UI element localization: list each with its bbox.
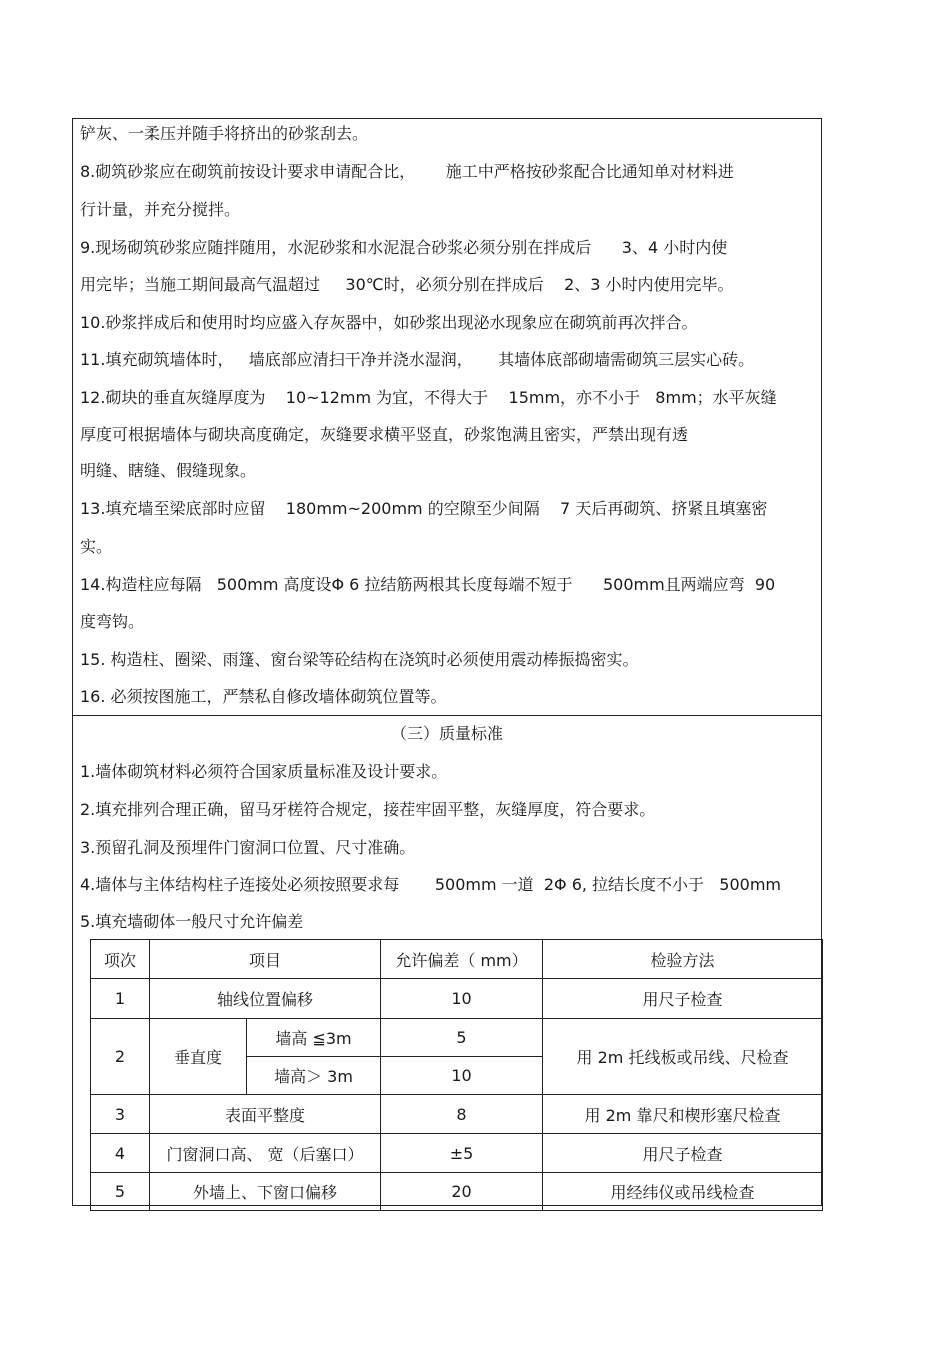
table-header-cell: 允许偏差（ mm） <box>381 940 543 979</box>
text-line: 4.墙体与主体结构柱子连接处必须按照要求每 500mm 一道 2Φ 6, 拉结长度不小于 500mm <box>80 875 782 894</box>
table-cell: 垂直度 <box>150 1019 247 1095</box>
table-cell: 用 2m 托线板或吊线、尺检查 <box>543 1019 823 1095</box>
table-cell: 用 2m 靠尺和楔形塞尺检查 <box>543 1095 823 1134</box>
table-cell: 3 <box>91 1095 150 1134</box>
table-row <box>91 1095 823 1134</box>
table-cell: 外墙上、下窗口偏移 <box>150 1173 381 1211</box>
table-cell: 5 <box>91 1173 150 1211</box>
table-cell: 8 <box>381 1095 543 1134</box>
text-line: 11.填充砌筑墙体时， 墙底部应清扫干净并浇水湿润， 其墙体底部砌墙需砌筑三层实心砖。 <box>80 350 755 369</box>
table-header-cell: 项次 <box>91 940 150 979</box>
text-line: 16. 必须按图施工，严禁私自修改墙体砌筑位置等。 <box>80 687 447 706</box>
text-line: 1.墙体砌筑材料必须符合国家质量标准及设计要求。 <box>80 762 448 781</box>
text-line: 实。 <box>80 537 113 556</box>
table-cell: 墙高 ≦3m <box>247 1019 381 1057</box>
text-line: 10.砂浆拌成后和使用时均应盛入存灰器中，如砂浆出现泌水现象应在砌筑前再次拌合。 <box>80 313 698 332</box>
text-line: 8.砌筑砂浆应在砌筑前按设计要求申请配合比， 施工中严格按砂浆配合比通知单对材料进 <box>80 162 734 181</box>
text-line: 15. 构造柱、圈梁、雨篷、窗台梁等砼结构在浇筑时必须使用震动棒振捣密实。 <box>80 650 639 669</box>
text-line: 厚度可根据墙体与砌块高度确定，灰缝要求横平竖直，砂浆饱满且密实，严禁出现有透 <box>80 425 689 444</box>
text-line: 2.填充排列合理正确，留马牙槎符合规定，接茬牢固平整，灰缝厚度，符合要求。 <box>80 800 656 819</box>
text-line: 9.现场砌筑砂浆应随拌随用，水泥砂浆和水泥混合砂浆必须分别在拌成后 3、4 小时内使 <box>80 238 728 257</box>
table-cell: 1 <box>91 979 150 1019</box>
table-row <box>91 1173 823 1211</box>
text-line: 14.构造柱应每隔 500mm 高度设Φ 6 拉结筋两根其长度每端不短于 500mm且两端应弯 90 <box>80 575 776 594</box>
table-cell: 轴线位置偏移 <box>150 979 381 1019</box>
table-header-cell: 项目 <box>150 940 381 979</box>
tolerance-table <box>90 939 823 1211</box>
text-line: 用完毕；当施工期间最高气温超过 30℃时，必须分别在拌成后 2、3 小时内使用完毕。 <box>80 275 734 294</box>
table-cell: 门窗洞口高、 宽（后塞口） <box>150 1134 381 1173</box>
table-row <box>91 979 823 1019</box>
table-cell: 2 <box>91 1019 150 1095</box>
table-cell: 10 <box>381 979 543 1019</box>
table-header-cell: 检验方法 <box>543 940 823 979</box>
table-row <box>91 1019 823 1057</box>
table-cell: 20 <box>381 1173 543 1211</box>
table-cell: 4 <box>91 1134 150 1173</box>
table-cell: ±5 <box>381 1134 543 1173</box>
table-cell: 10 <box>381 1057 543 1095</box>
table-cell: 5 <box>381 1019 543 1057</box>
table-cell: 表面平整度 <box>150 1095 381 1134</box>
text-line: 铲灰、一柔压并随手将挤出的砂浆刮去。 <box>80 124 369 143</box>
text-line: 12.砌块的垂直灰缝厚度为 10~12mm 为宜，不得大于 15mm，亦不小于 8mm；水平灰缝 <box>80 388 777 407</box>
text-line: 度弯钩。 <box>80 612 145 631</box>
text-line: 行计量，并充分搅拌。 <box>80 200 241 219</box>
text-line: 明缝、瞎缝、假缝现象。 <box>80 461 257 480</box>
section-title: （三）质量标准 <box>390 724 503 743</box>
table-cell: 用尺子检查 <box>543 1134 823 1173</box>
text-line: 13.填充墙至梁底部时应留 180mm~200mm 的空隙至少间隔 7 天后再砌筑、挤紧且填塞密 <box>80 499 768 518</box>
table-cell: 用尺子检查 <box>543 979 823 1019</box>
text-line: 5.填充墙砌体一般尺寸允许偏差 <box>80 912 304 931</box>
table-cell: 用经纬仪或吊线检查 <box>543 1173 823 1211</box>
section-divider <box>72 715 822 716</box>
table-header-row <box>91 940 823 979</box>
table-row <box>91 1134 823 1173</box>
text-line: 3.预留孔洞及预埋件门窗洞口位置、尺寸准确。 <box>80 838 416 857</box>
table-cell: 墙高＞ 3m <box>247 1057 381 1095</box>
